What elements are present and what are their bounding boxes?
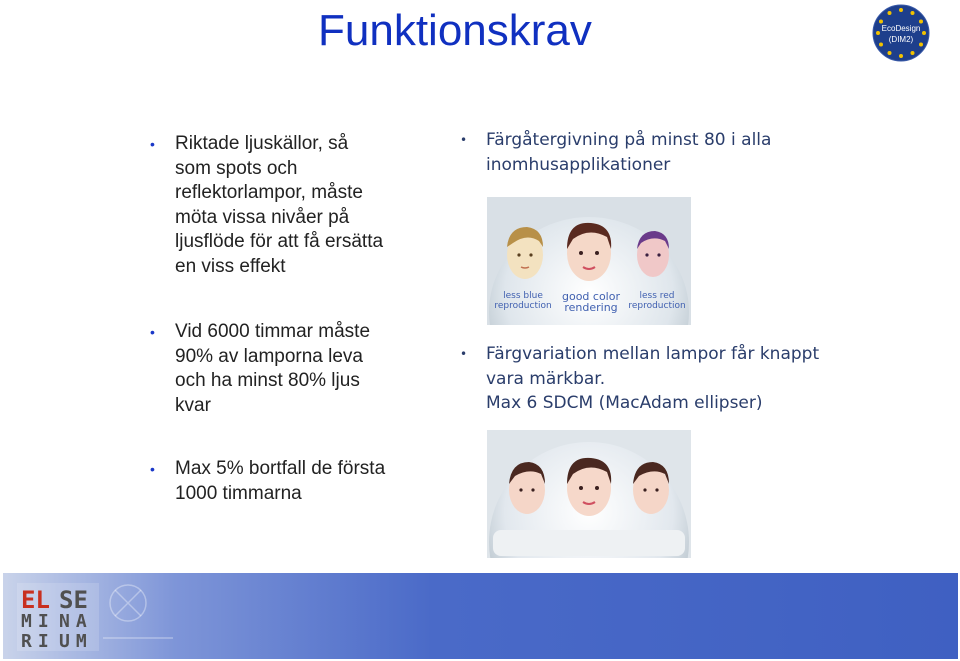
elsemenarium-logo xyxy=(17,583,99,652)
bullet-icon: • xyxy=(460,347,468,361)
right-bullet-2 xyxy=(460,342,880,416)
logo-text-um: UM xyxy=(59,631,93,652)
right-bullet-1 xyxy=(460,128,880,177)
bullet-line: ljusflöde för att få ersätta xyxy=(175,231,384,252)
bullet-line: Max 5% bortfall de första xyxy=(175,458,386,479)
label-less-red-1: less red xyxy=(639,291,675,301)
bullet-line: Max 6 SDCM (MacAdam ellipser) xyxy=(486,393,763,413)
logo-text-na: NA xyxy=(59,611,93,632)
bullet-line: som spots och xyxy=(175,157,298,179)
bullet-line: vara märkbar. xyxy=(486,368,606,389)
ecodesign-logo xyxy=(872,4,930,62)
bullet-line: 90% av lamporna leva xyxy=(175,345,363,367)
color-variation-photo xyxy=(487,430,691,558)
bullet-line: Vid 6000 timmar måste xyxy=(175,321,371,342)
logo-text-se: SE xyxy=(59,586,88,614)
bullet-line: Färgåtergivning på minst 80 i alla xyxy=(486,130,772,150)
label-less-red-2: reproduction xyxy=(628,301,686,311)
color-rendering-photo xyxy=(487,197,691,325)
logo-text-mi: MI xyxy=(21,611,55,632)
bullet-line: 1000 timmarna xyxy=(175,482,302,504)
bullet-icon: • xyxy=(150,324,155,340)
bullet-icon: • xyxy=(460,133,468,147)
left-bullet-2 xyxy=(150,320,430,418)
badge-line1: EcoDesign xyxy=(881,24,921,33)
bullet-line: möta vissa nivåer på xyxy=(175,206,350,228)
logo-text-ri: RI xyxy=(21,631,55,652)
footer-band xyxy=(3,573,958,659)
label-good-color-2: rendering xyxy=(564,301,618,314)
label-good-color-1: good color xyxy=(561,290,621,303)
badge-line2: (DIM2) xyxy=(888,35,914,44)
bullet-line: reflektorlampor, måste xyxy=(175,182,363,203)
label-less-blue-1: less blue xyxy=(503,291,543,301)
bullet-icon: • xyxy=(150,461,155,477)
page-title: Funktionskrav xyxy=(318,6,592,55)
bullet-line: och ha minst 80% ljus xyxy=(175,370,360,391)
bullet-line: en viss effekt xyxy=(175,255,286,277)
left-bullet-1 xyxy=(150,132,430,279)
bullet-line: Färgvariation mellan lampor får knappt xyxy=(486,344,820,364)
bullet-icon: • xyxy=(150,136,155,152)
left-bullet-3 xyxy=(150,457,430,506)
bullet-line: Riktade ljuskällor, så xyxy=(175,133,349,154)
bullet-line: kvar xyxy=(175,394,211,416)
label-less-blue-2: reproduction xyxy=(494,301,552,311)
logo-text-el: EL xyxy=(21,586,50,614)
bullet-line: inomhusapplikationer xyxy=(486,154,671,175)
